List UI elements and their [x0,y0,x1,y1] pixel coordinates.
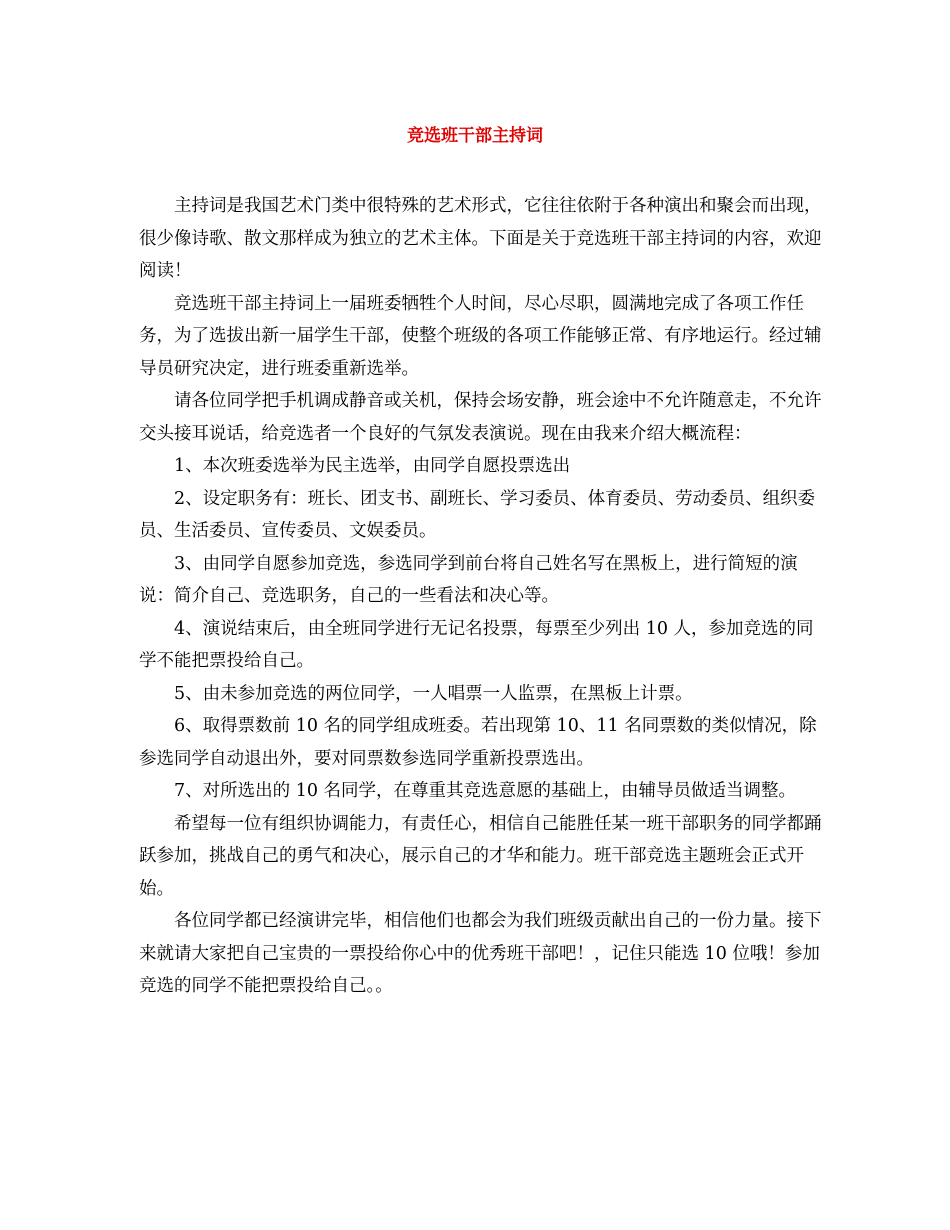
paragraph-closing: 各位同学都已经演讲完毕，相信他们也都会为我们班级贡献出自己的一份力量。接下来就请大家把自己宝贵的一票投给你心中的优秀班干部吧！，记住只能选 10 位哦！参加竞选的同学不能把票投给自己。。 [139,911,822,996]
list-item-step-6: 6、取得票数前 10 名的同学组成班委。若出现第 10、11 名同票数的类似情况，除参选同学自动退出外，要对同票数参选同学重新投票选出。 [139,716,817,769]
list-item-step-1: 1、本次班委选举为民主选举，由同学自愿投票选出 [174,456,571,476]
paragraph-intro: 主持词是我国艺术门类中很特殊的艺术形式，它往往依附于各种演出和聚会而出现，很少像诗歌、散文那样成为独立的艺术主体。下面是关于竞选班干部主持词的内容，欢迎阅读！ [139,196,822,281]
list-item-step-7: 7、对所选出的 10 名同学，在尊重其竞选意愿的基础上，由辅导员做适当调整。 [174,781,797,801]
paragraph-background: 竞选班干部主持词上一届班委牺牲个人时间，尽心尽职，圆满地完成了各项工作任务，为了选拔出新一届学生干部，使整个班级的各项工作能够正常、有序地运行。经过辅导员研究决定，进行班委重新选举。 [139,293,822,379]
list-item-step-4: 4、演说结束后，由全班同学进行无记名投票，每票至少列出 10 人，参加竞选的同学不能把票投给自己。 [139,618,814,671]
paragraph-rules: 请各位同学把手机调成静音或关机，保持会场安静，班会途中不允许随意走，不允许交头接耳说话，给竞选者一个良好的气氛发表演说。现在由我来介绍大概流程： [139,391,822,444]
list-item-step-3: 3、由同学自愿参加竞选，参选同学到前台将自己姓名写在黑板上，进行简短的演说：简介自己、竞选职务，自己的一些看法和决心等。 [139,553,798,606]
paragraph-encouragement: 希望每一位有组织协调能力，有责任心，相信自己能胜任某一班干部职务的同学都踊跃参加，挑战自己的勇气和决心，展示自己的才华和能力。班干部竞选主题班会正式开始。 [139,813,822,899]
list-item-step-2: 2、设定职务有：班长、团支书、副班长、学习委员、体育委员、劳动委员、组织委员、生活委员、宣传委员、文娱委员。 [139,488,816,541]
list-item-step-5: 5、由未参加竞选的两位同学，一人唱票一人监票，在黑板上计票。 [174,683,693,704]
document-body [139,190,829,1003]
document-title: 竞选班干部主持词 [407,126,543,146]
